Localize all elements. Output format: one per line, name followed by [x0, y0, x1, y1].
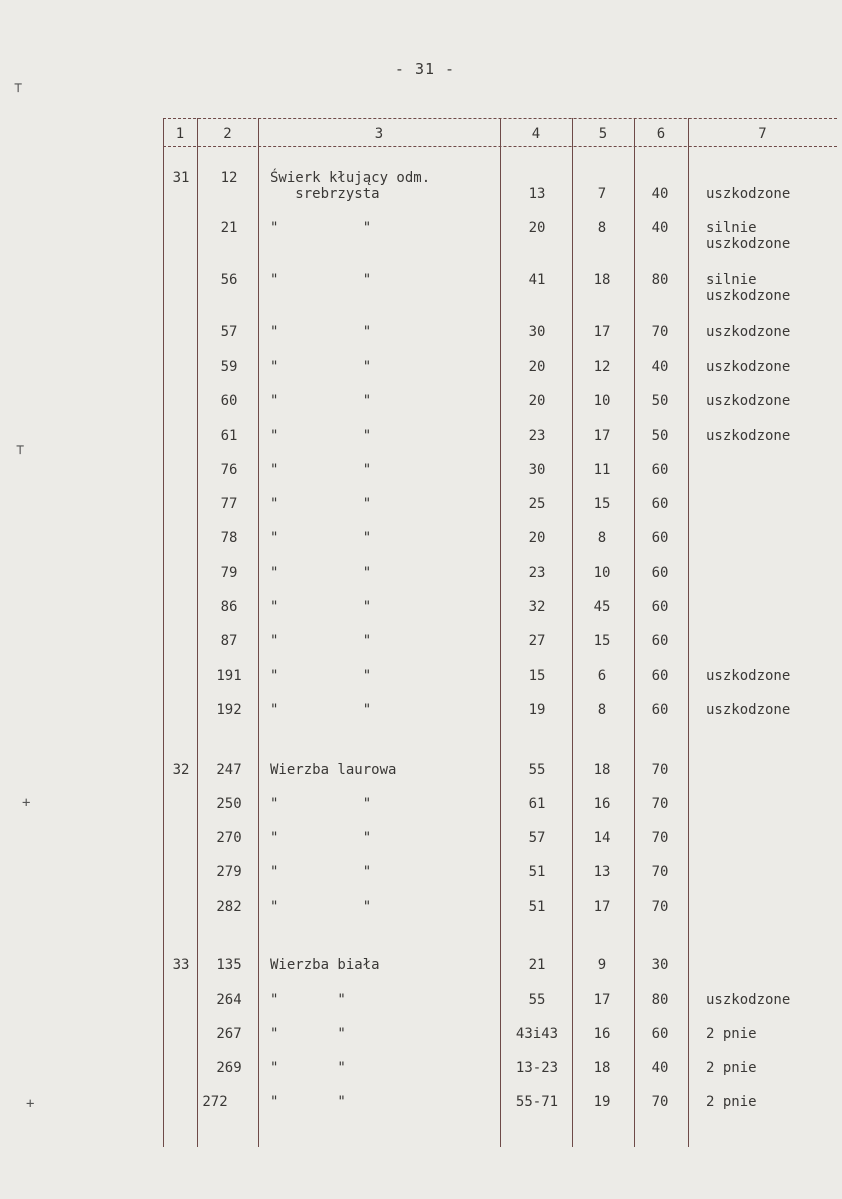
- col-7-cell: uszkodzone: [706, 702, 791, 718]
- col-4-cell: 20: [528, 220, 546, 236]
- col-2-cell: 270: [216, 830, 242, 846]
- col-2-cell: 282: [216, 899, 242, 915]
- col-2-cell: 250: [216, 796, 242, 812]
- col-2-cell: 60: [220, 393, 238, 409]
- col-3-cell: Wierzba biała: [270, 957, 380, 973]
- header-col-2: 2: [223, 126, 232, 142]
- col-4-cell: 15: [528, 668, 546, 684]
- col-7-cell: silnie uszkodzone: [706, 220, 791, 252]
- col-6-cell: 50: [651, 428, 669, 444]
- col-6-cell: 70: [651, 899, 669, 915]
- col-2-cell: 267: [216, 1026, 242, 1042]
- col-2-cell: 191: [216, 668, 242, 684]
- col-4-cell: 41: [528, 272, 546, 288]
- col-6-cell: 60: [651, 702, 669, 718]
- col-3-cell: " ": [270, 359, 372, 375]
- col-4-cell: 32: [528, 599, 546, 615]
- col-6-cell: 60: [651, 530, 669, 546]
- col-3-cell: " ": [270, 702, 372, 718]
- col-3-cell: " ": [270, 565, 372, 581]
- column-divider: [258, 118, 259, 1147]
- table-header: [0, 126, 842, 146]
- col-7-cell: 2 pnie: [706, 1026, 757, 1042]
- col-2-cell: 272: [202, 1094, 228, 1110]
- col-5-cell: 15: [593, 633, 611, 649]
- col-2-cell: 192: [216, 702, 242, 718]
- col-3-cell: Świerk kłujący odm. srebrzysta: [270, 170, 431, 202]
- col-3-cell: " ": [270, 992, 346, 1008]
- col-6-cell: 60: [651, 668, 669, 684]
- col-5-cell: 6: [597, 668, 607, 684]
- col-3-cell: " ": [270, 220, 372, 236]
- column-divider: [197, 118, 198, 1147]
- header-col-6: 6: [656, 126, 666, 142]
- col-2-cell: 86: [220, 599, 238, 615]
- col-5-cell: 17: [593, 899, 611, 915]
- col-6-cell: 80: [651, 272, 669, 288]
- col-4-cell: 19: [528, 702, 546, 718]
- col-4-cell: 23: [528, 565, 546, 581]
- col-3-cell: Wierzba laurowa: [270, 762, 397, 778]
- col-6-cell: 60: [651, 496, 669, 512]
- col-5-cell: 12: [593, 359, 611, 375]
- col-7-cell: uszkodzone: [706, 992, 791, 1008]
- col-4-cell: 13: [528, 186, 546, 202]
- header-col-1: 1: [175, 126, 185, 142]
- header-col-5: 5: [598, 126, 608, 142]
- col-6-cell: 40: [651, 1060, 669, 1076]
- col-2-cell: 77: [220, 496, 238, 512]
- col-3-cell: " ": [270, 864, 372, 880]
- margin-mark: +: [26, 1096, 35, 1112]
- col-2-cell: 76: [220, 462, 238, 478]
- col-6-cell: 70: [651, 830, 669, 846]
- col-7-cell: silnie uszkodzone: [706, 272, 791, 304]
- margin-mark: ⊤: [14, 80, 23, 96]
- col-4-cell: 20: [528, 393, 546, 409]
- col-5-cell: 14: [593, 830, 611, 846]
- col-3-cell: " ": [270, 899, 372, 915]
- col-6-cell: 70: [651, 324, 669, 340]
- column-divider: [688, 118, 689, 1147]
- col-6-cell: 40: [651, 220, 669, 236]
- col-3-cell: " ": [270, 830, 372, 846]
- col-7-cell: uszkodzone: [706, 393, 791, 409]
- col-4-cell: 51: [528, 899, 546, 915]
- header-col-3: 3: [374, 126, 384, 142]
- col-7-cell: 2 pnie: [706, 1094, 757, 1110]
- margin-mark: +: [22, 795, 31, 811]
- col-3-cell: " ": [270, 668, 372, 684]
- col-2-cell: 79: [220, 565, 238, 581]
- col-3-cell: " ": [270, 1094, 346, 1110]
- col-5-cell: 11: [593, 462, 611, 478]
- col-5-cell: 17: [593, 992, 611, 1008]
- col-4-cell: 55: [528, 992, 546, 1008]
- column-divider: [163, 118, 164, 1147]
- col-5-cell: 16: [593, 1026, 611, 1042]
- col-3-cell: " ": [270, 530, 372, 546]
- column-divider: [500, 118, 501, 1147]
- col-4-cell: 23: [528, 428, 546, 444]
- col-5-cell: 18: [593, 272, 611, 288]
- col-5-cell: 8: [597, 702, 607, 718]
- col-5-cell: 10: [593, 393, 611, 409]
- col-5-cell: 16: [593, 796, 611, 812]
- col-3-cell: " ": [270, 324, 372, 340]
- col-6-cell: 80: [651, 992, 669, 1008]
- col-6-cell: 40: [651, 359, 669, 375]
- col-2-cell: 279: [216, 864, 242, 880]
- col-4-cell: 55-71: [515, 1094, 559, 1110]
- col-2-cell: 264: [216, 992, 242, 1008]
- col-6-cell: 60: [651, 1026, 669, 1042]
- col-2-cell: 12: [220, 170, 238, 186]
- col-2-cell: 135: [216, 957, 242, 973]
- col-6-cell: 60: [651, 462, 669, 478]
- col-4-cell: 20: [528, 530, 546, 546]
- col-7-cell: uszkodzone: [706, 186, 791, 202]
- col-5-cell: 18: [593, 762, 611, 778]
- col-3-cell: " ": [270, 428, 372, 444]
- col-5-cell: 17: [593, 428, 611, 444]
- col-7-cell: uszkodzone: [706, 428, 791, 444]
- col-2-cell: 247: [216, 762, 242, 778]
- col-6-cell: 70: [651, 1094, 669, 1110]
- header-col-4: 4: [531, 126, 541, 142]
- col-5-cell: 7: [597, 186, 607, 202]
- col-3-cell: " ": [270, 393, 372, 409]
- col-1-cell: 31: [172, 170, 190, 186]
- col-4-cell: 61: [528, 796, 546, 812]
- col-4-cell: 30: [528, 462, 546, 478]
- col-5-cell: 9: [597, 957, 607, 973]
- col-1-cell: 32: [172, 762, 190, 778]
- col-5-cell: 19: [593, 1094, 611, 1110]
- col-5-cell: 8: [597, 220, 607, 236]
- col-2-cell: 87: [220, 633, 238, 649]
- col-3-cell: " ": [270, 462, 372, 478]
- col-4-cell: 51: [528, 864, 546, 880]
- col-6-cell: 70: [651, 796, 669, 812]
- col-5-cell: 10: [593, 565, 611, 581]
- col-5-cell: 17: [593, 324, 611, 340]
- col-6-cell: 50: [651, 393, 669, 409]
- col-1-cell: 33: [172, 957, 190, 973]
- header-col-7: 7: [758, 126, 767, 142]
- col-5-cell: 45: [593, 599, 611, 615]
- col-6-cell: 70: [651, 864, 669, 880]
- col-4-cell: 25: [528, 496, 546, 512]
- page-number: - 31 -: [394, 60, 456, 78]
- col-5-cell: 18: [593, 1060, 611, 1076]
- col-4-cell: 20: [528, 359, 546, 375]
- col-6-cell: 60: [651, 633, 669, 649]
- col-3-cell: " ": [270, 599, 372, 615]
- col-3-cell: " ": [270, 1026, 346, 1042]
- col-3-cell: " ": [270, 1060, 346, 1076]
- col-5-cell: 8: [597, 530, 607, 546]
- col-2-cell: 21: [220, 220, 238, 236]
- col-5-cell: 15: [593, 496, 611, 512]
- col-3-cell: " ": [270, 796, 372, 812]
- col-2-cell: 57: [220, 324, 238, 340]
- col-2-cell: 269: [216, 1060, 242, 1076]
- col-4-cell: 30: [528, 324, 546, 340]
- col-2-cell: 59: [220, 359, 238, 375]
- col-4-cell: 57: [528, 830, 546, 846]
- col-7-cell: 2 pnie: [706, 1060, 757, 1076]
- col-7-cell: uszkodzone: [706, 668, 791, 684]
- col-5-cell: 13: [593, 864, 611, 880]
- col-3-cell: " ": [270, 633, 372, 649]
- col-7-cell: uszkodzone: [706, 359, 791, 375]
- col-4-cell: 13-23: [515, 1060, 559, 1076]
- col-6-cell: 70: [651, 762, 669, 778]
- col-4-cell: 21: [528, 957, 546, 973]
- col-6-cell: 40: [651, 186, 669, 202]
- col-6-cell: 30: [651, 957, 669, 973]
- col-3-cell: " ": [270, 496, 372, 512]
- col-3-cell: " ": [270, 272, 372, 288]
- col-2-cell: 56: [220, 272, 238, 288]
- col-6-cell: 60: [651, 599, 669, 615]
- col-4-cell: 27: [528, 633, 546, 649]
- col-7-cell: uszkodzone: [706, 324, 791, 340]
- col-4-cell: 43i43: [515, 1026, 559, 1042]
- col-6-cell: 60: [651, 565, 669, 581]
- col-2-cell: 61: [220, 428, 238, 444]
- col-4-cell: 55: [528, 762, 546, 778]
- margin-mark: ⊤: [16, 442, 25, 458]
- col-2-cell: 78: [220, 530, 238, 546]
